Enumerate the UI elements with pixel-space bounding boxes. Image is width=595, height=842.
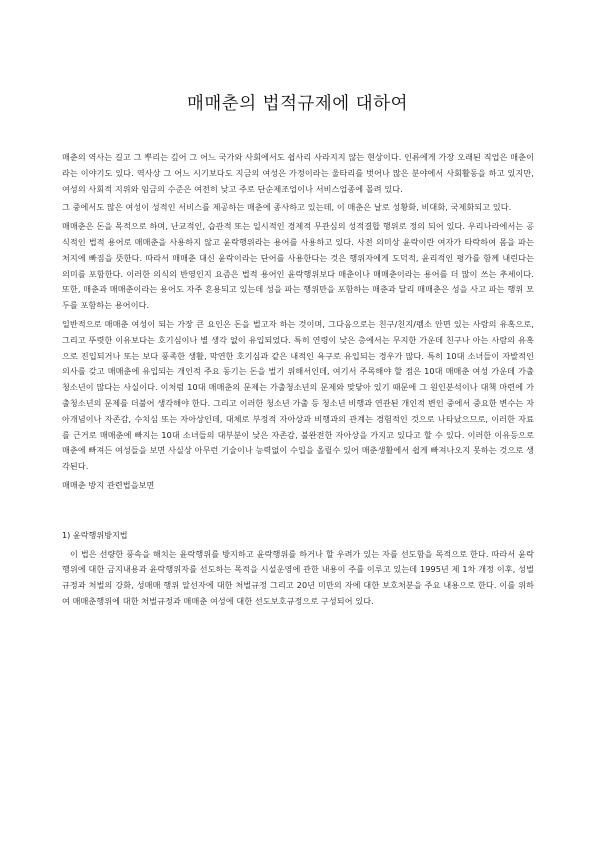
paragraph: 이 법은 선량한 풍속을 해치는 윤락행위를 방지하고 윤락행위를 하거나 할 우려가 있는 자를 선도함을 목적으로 한다. 따라서 윤락행위에 대한 금지내용과 윤락행위자를 선도하는 목적을 시설운영에 관한 내용이 주를 이루고 있는데 1995년 제 1차 개정 이후, 성벌 규정과 처벌의 강화, 성매매 행위 알선자에 대한 처벌규정 그리고 20년 미만의 자에 대한 보호처분을 주요 내용으로 한다. 이를 위하여 매매춘행위에 대한 처벌규정과 매매춘 여성에 대한 선도보호규정으로 구성되어 있다.: [62, 548, 534, 606]
paragraph: 매매춘은 돈을 목적으로 하며, 난교적인, 습관적 또는 일시적인 경제적 무관심의 성적결합 행위로 정의 되어 있다. 우리나라에서는 공식적인 법적 용어로 매매춘을 사용하지 않고 윤락행위라는 용어를 사용하고 있다. 사전 의미상 윤락이란 여자가 타락하여 몸을 파는 처지에 빠짐을 뜻한다. 따라서 매매춘 대신 윤락이라는 단어를 사용한다는 것은 행위자에게 도덕적, 윤리적인 평가를 함께 내린다는 의미를 포함한다. 이러한 의식의 반영인지 요즘은 법적 용어인 윤락행위보다 매춘이나 매매춘이라는 용어를 더 많이 쓰는 추세이다. 또한, 매춘과 매매춘이라는 용어도 자주 혼용되고 있는데 성을 파는 행위만을 포함하는 매춘과 달리 매매춘은 성을 사고 파는 행위 모두를 포함하는 용어이다.: [62, 221, 534, 311]
document-body: [62, 150, 534, 610]
section-heading: 1) 윤락행위방지법: [62, 529, 128, 540]
paragraph: 매매춘 방지 관련법을보면: [62, 479, 155, 490]
paragraph: 매춘의 역사는 길고 그 뿌리는 깊어 그 어느 국가와 사회에서도 쉽사리 사라지지 않는 현상이다. 인류에게 가장 오래된 직업은 매춘이라는 이야기도 있다. 역사상 그 어느 시기보다도 지금의 여성은 가정이라는 울타리를 벗어나 많은 분야에서 사회활동을 하고 있지만, 여성의 사회적 지위와 임금의 수준은 여전히 낮고 주로 단순제조업이나 서비스업종에 몰려 있다.: [62, 152, 534, 194]
document-title: 매매춘의 법적규제에 대하여: [187, 94, 408, 114]
paragraph: 그 중에서도 많은 여성이 성적인 서비스를 제공하는 매춘에 종사하고 있는데, 이 매춘은 날로 성황화, 비대화, 국제화되고 있다.: [62, 202, 512, 213]
paragraph: 일반적으로 매매춘 여성이 되는 가장 큰 요인은 돈을 벌고자 하는 것이며, 그다음으로는 친구/친지/펨소 안면 있는 사람의 유혹으로, 그리고 뚜렷한 이유보다는 호기심이나 별 생각 없이 유입되었다. 특히 연령이 낮은 층에서는 무지한 가운데 친구나 아는 사람의 유혹으로 진입되거나 또는 보다 풍족한 생활, 막연한 호기심과 같은 내적인 욕구로 유입되는 경우가 많다. 특히 10대 소녀들이 자발적인 의사를 갖고 매매춘에 유입되는 개인적 주요 동기는 돈을 벌기 위해서인데, 여기서 주목해야 할 점은 10대 매매춘 여성 가운데 가출청소년이 많다는 사실이다. 이처럼 10대 매매춘의 문제는 가출청소년의 문제와 맞닿아 있기 때문에 그 원인분석이나 대책 마련에 가출청소년의 문제를 더불어 생각해야 한다. 그리고 이러한 청소년 가출 등 청소년 비행과 연관된 개인적 변인 중에서 중요한 변수는 자아개념이나 자존감, 수치심 또는 자아상인데, 대체로 부정적 자아상과 비행과의 관계는 경험적인 것으로 나타났으므로, 이러한 자료를 근거로 매매춘에 빠지는 10대 소녀들의 대부분이 낮은 자존감, 불완전한 자아상을 가지고 있다고 할 수 있다. 이러한 이유등으로 매춘에 빠져든 여성들을 보면 사실상 아무런 기술이나 능력없이 수입을 올릴수 있어 매춘생활에서 쉽게 빠져나오지 못하는 것으로 생각된다.: [62, 318, 534, 472]
